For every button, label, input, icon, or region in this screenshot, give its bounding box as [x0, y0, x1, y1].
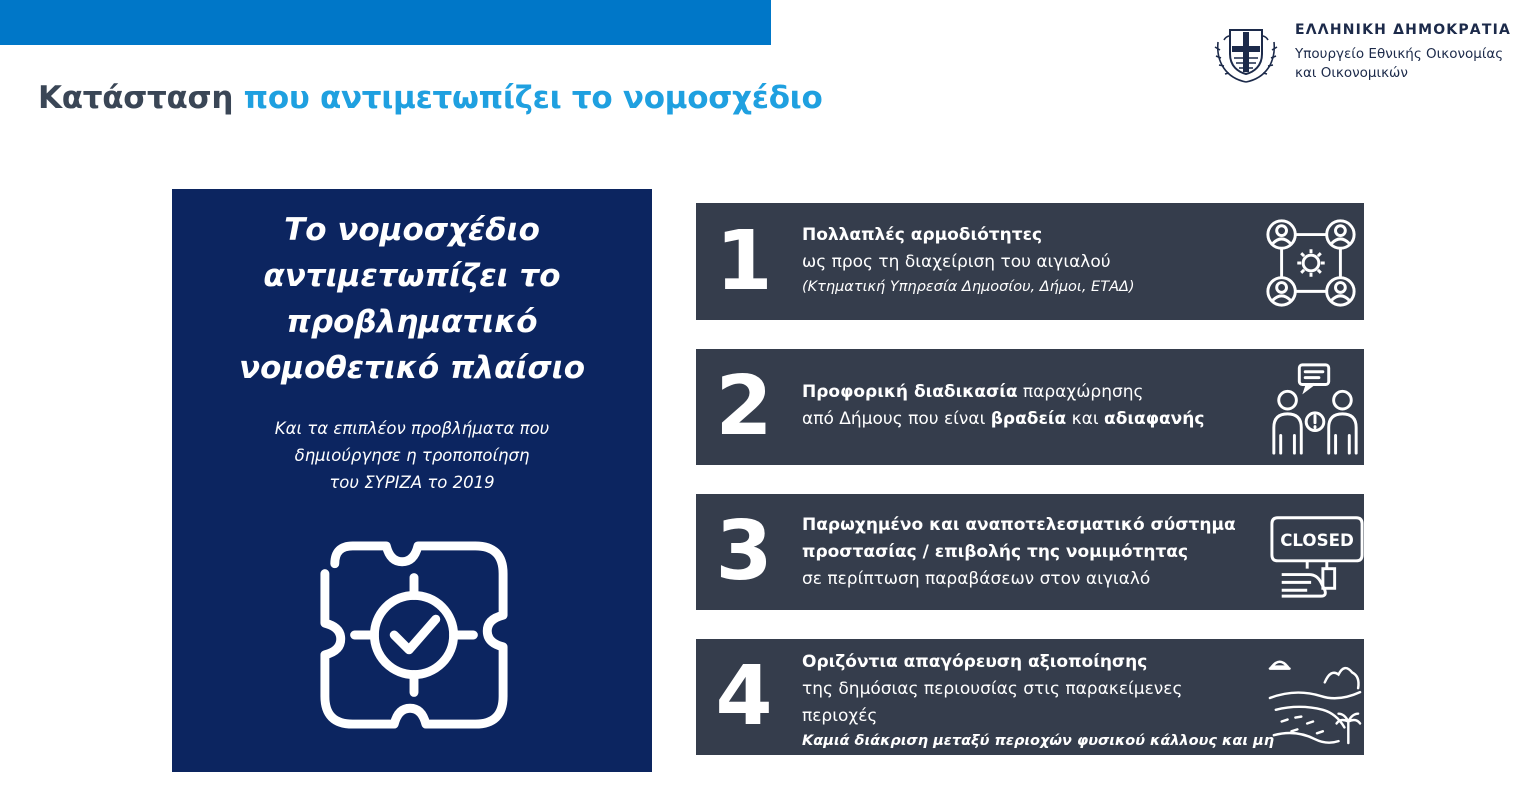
issue-text — [802, 512, 1236, 593]
issue-line: παραχώρησης — [1017, 382, 1144, 402]
coastline-icon — [1266, 649, 1364, 747]
issue-keyword-opaque: αδιαφανής — [1104, 409, 1205, 429]
issue-line: της δημόσιας περιουσίας στις παρακείμενες — [802, 679, 1183, 699]
issue-title: προστασίας / επιβολής της νομιμότητας — [802, 542, 1189, 562]
slide-title-part2: που αντιμετωπίζει το νομοσχέδιο — [243, 80, 823, 116]
people-discussion-icon — [1266, 359, 1364, 457]
closed-sign-text: CLOSED — [1280, 531, 1354, 551]
ministry-line-2: και Οικονομικών — [1295, 65, 1408, 81]
issue-title: Προφορική διαδικασία — [802, 382, 1018, 402]
panel-subtitle-line: δημιούργησε η τροποποίηση — [294, 446, 530, 465]
issue-card-4 — [696, 639, 1364, 755]
closed-sign-icon — [1268, 504, 1366, 602]
puzzle-check-icon — [315, 536, 513, 734]
issue-line: περιοχές — [802, 706, 878, 726]
issue-card-3 — [696, 494, 1364, 610]
panel-subtitle-line: του ΣΥΡΙΖΑ το 2019 — [329, 473, 495, 492]
issue-number: 1 — [715, 213, 773, 309]
panel-subtitle-line: Και τα επιπλέον προβλήματα που — [274, 419, 550, 438]
issue-card-2 — [696, 349, 1364, 465]
issue-note: Καμιά διάκριση μεταξύ περιοχών φυσικού κάλλους και μη — [802, 733, 1275, 749]
issue-text — [802, 222, 1135, 298]
issue-card-1 — [696, 203, 1364, 320]
issue-note: (Κτηματική Υπηρεσία Δημοσίου, Δήμοι, ΕΤΑΔ) — [802, 279, 1135, 295]
ministry-name — [1295, 45, 1535, 83]
panel-subtitle — [172, 415, 652, 496]
panel-heading-line: νομοθετικό πλαίσιο — [238, 350, 586, 386]
slide-title — [38, 80, 822, 116]
government-name: ΕΛΛΗΝΙΚΗ ΔΗΜΟΚΡΑΤΙΑ — [1295, 22, 1512, 38]
issue-text — [802, 379, 1204, 433]
bill-summary-panel — [172, 189, 652, 772]
issue-title: Πολλαπλές αρμοδιότητες — [802, 225, 1043, 245]
issue-number: 4 — [715, 649, 773, 744]
issue-number: 3 — [715, 504, 773, 599]
greek-coat-of-arms-icon — [1212, 16, 1280, 86]
issue-line: σε περίπτωση παραβάσεων στον αιγιαλό — [802, 569, 1151, 589]
issue-line: ως προς τη διαχείριση του αιγιαλού — [802, 252, 1111, 272]
issue-text — [802, 649, 1274, 752]
panel-heading-line: Το νομοσχέδιο — [284, 212, 540, 248]
issue-number: 2 — [715, 359, 773, 454]
issue-line: και — [1066, 409, 1105, 429]
slide-title-part1: Κατάσταση — [38, 80, 234, 116]
top-accent-bar — [0, 0, 771, 45]
panel-heading-line: προβληματικό — [286, 304, 538, 340]
issue-title: Οριζόντια απαγόρευση αξιοποίησης — [802, 652, 1148, 672]
issue-line: από Δήμους που είναι — [802, 409, 991, 429]
issue-keyword-slow: βραδεία — [990, 409, 1067, 429]
people-network-gear-icon — [1262, 213, 1360, 311]
panel-heading — [172, 207, 652, 391]
ministry-line-1: Υπουργείο Εθνικής Οικονομίας — [1295, 46, 1504, 62]
issue-title: Παρωχημένο και αναποτελεσματικό σύστημα — [802, 515, 1236, 535]
panel-heading-line: αντιμετωπίζει το — [263, 258, 561, 294]
